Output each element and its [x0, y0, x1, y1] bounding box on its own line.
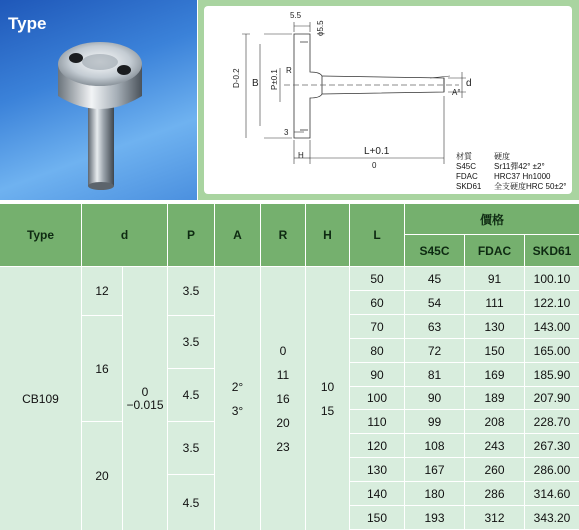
cell-skd61: 143.00	[525, 315, 579, 338]
header-price: 價格	[405, 204, 579, 234]
p-value: 4.5	[168, 475, 214, 530]
cell-s45c: 81	[405, 363, 464, 386]
a-values	[215, 267, 260, 530]
spec-material: S45C	[456, 162, 477, 171]
price-table	[0, 204, 579, 530]
cell-s45c: 180	[405, 482, 464, 505]
header-a: A	[215, 204, 260, 266]
spec-material: SKD61	[456, 182, 482, 191]
p-value: 3.5	[168, 422, 214, 474]
cell-s45c: 72	[405, 339, 464, 362]
header-l: L	[350, 204, 404, 266]
cell-fdac: 312	[465, 506, 524, 529]
cell-fdac: 111	[465, 291, 524, 314]
dim-R: R	[286, 66, 292, 75]
technical-drawing	[204, 6, 572, 194]
cell-fdac: 189	[465, 387, 524, 409]
dim-top-width: 5.5	[290, 11, 302, 20]
spec-hardness-value: Sr11彈42° ±2°	[494, 162, 545, 171]
header-s45c: S45C	[405, 235, 464, 266]
cell-l: 110	[350, 410, 404, 433]
r-value: 0	[279, 343, 287, 358]
dim-A: A°	[452, 88, 461, 97]
d-tolerance-lower: −0.015	[126, 397, 164, 412]
dim-P: P±0.1	[270, 69, 279, 90]
h-value: 15	[320, 403, 335, 418]
spec-hardness-header: 硬度	[494, 152, 510, 161]
cell-fdac: 130	[465, 315, 524, 338]
cell-fdac: 260	[465, 458, 524, 481]
d-value-20: 20	[82, 422, 122, 530]
d-value-16: 16	[82, 316, 122, 421]
p-value: 3.5	[168, 267, 214, 315]
cell-skd61: 122.10	[525, 291, 579, 314]
technical-drawing-panel	[198, 0, 579, 200]
cell-skd61: 286.00	[525, 458, 579, 481]
cell-fdac: 169	[465, 363, 524, 386]
cell-l: 90	[350, 363, 404, 386]
cell-skd61: 185.90	[525, 363, 579, 386]
dim-L: L+0.1	[364, 146, 390, 157]
spec-materials	[456, 152, 481, 192]
cell-skd61: 228.70	[525, 410, 579, 433]
cell-l: 140	[350, 482, 404, 505]
header-r: R	[261, 204, 305, 266]
dim-B: B	[252, 78, 259, 89]
cell-s45c: 193	[405, 506, 464, 529]
d-tolerance-upper: 0	[141, 384, 149, 399]
cell-skd61: 267.30	[525, 434, 579, 457]
dim-H: H	[298, 151, 304, 160]
cell-skd61: 165.00	[525, 339, 579, 362]
dim-d: d	[466, 78, 472, 89]
cell-skd61: 100.10	[525, 267, 579, 290]
spec-hardness	[494, 152, 567, 192]
product-photo	[0, 0, 197, 200]
dim-L-lower: 0	[372, 161, 377, 170]
a-value: 3°	[231, 403, 244, 418]
type-title: Type	[8, 14, 47, 33]
cell-s45c: 99	[405, 410, 464, 433]
cell-skd61: 207.90	[525, 387, 579, 409]
dim-D: D-0.2	[232, 68, 241, 88]
cell-s45c: 108	[405, 434, 464, 457]
cell-s45c: 90	[405, 387, 464, 409]
header-skd61: SKD61	[525, 235, 579, 266]
type-value: CB109	[0, 267, 81, 530]
cell-fdac: 150	[465, 339, 524, 362]
spec-hardness-value: 全支硬度HRC 50±2°	[494, 182, 567, 191]
cell-s45c: 54	[405, 291, 464, 314]
cell-l: 100	[350, 387, 404, 409]
cell-skd61: 343.20	[525, 506, 579, 529]
cell-l: 130	[350, 458, 404, 481]
spec-material: FDAC	[456, 172, 478, 181]
cell-l: 70	[350, 315, 404, 338]
dim-head-dia: ϕ5.5	[316, 20, 325, 36]
cell-s45c: 63	[405, 315, 464, 338]
header-type: Type	[0, 204, 81, 266]
cell-l: 80	[350, 339, 404, 362]
r-value: 23	[276, 439, 290, 454]
spec-material-header: 材質	[456, 152, 472, 161]
d-value-12: 12	[82, 267, 122, 315]
r-values	[261, 267, 305, 530]
dim-3: 3	[284, 128, 289, 137]
spec-hardness-value: HRC37 Hn1000	[494, 172, 551, 181]
r-value: 20	[276, 415, 290, 430]
header-p: P	[168, 204, 214, 266]
cell-s45c: 167	[405, 458, 464, 481]
cell-l: 50	[350, 267, 404, 290]
cell-s45c: 45	[405, 267, 464, 290]
r-value: 16	[276, 391, 290, 406]
cell-fdac: 208	[465, 410, 524, 433]
cell-l: 120	[350, 434, 404, 457]
cell-l: 60	[350, 291, 404, 314]
p-value: 3.5	[168, 316, 214, 368]
cell-fdac: 91	[465, 267, 524, 290]
header-h: H	[306, 204, 349, 266]
header-fdac: FDAC	[465, 235, 524, 266]
cell-fdac: 286	[465, 482, 524, 505]
p-value: 4.5	[168, 369, 214, 421]
header-d: d	[82, 204, 167, 266]
d-tolerance	[123, 267, 167, 530]
a-value: 2°	[231, 379, 244, 394]
h-values	[306, 267, 349, 530]
cell-fdac: 243	[465, 434, 524, 457]
cell-l: 150	[350, 506, 404, 529]
r-value: 11	[276, 367, 290, 382]
cell-skd61: 314.60	[525, 482, 579, 505]
h-value: 10	[320, 379, 335, 394]
